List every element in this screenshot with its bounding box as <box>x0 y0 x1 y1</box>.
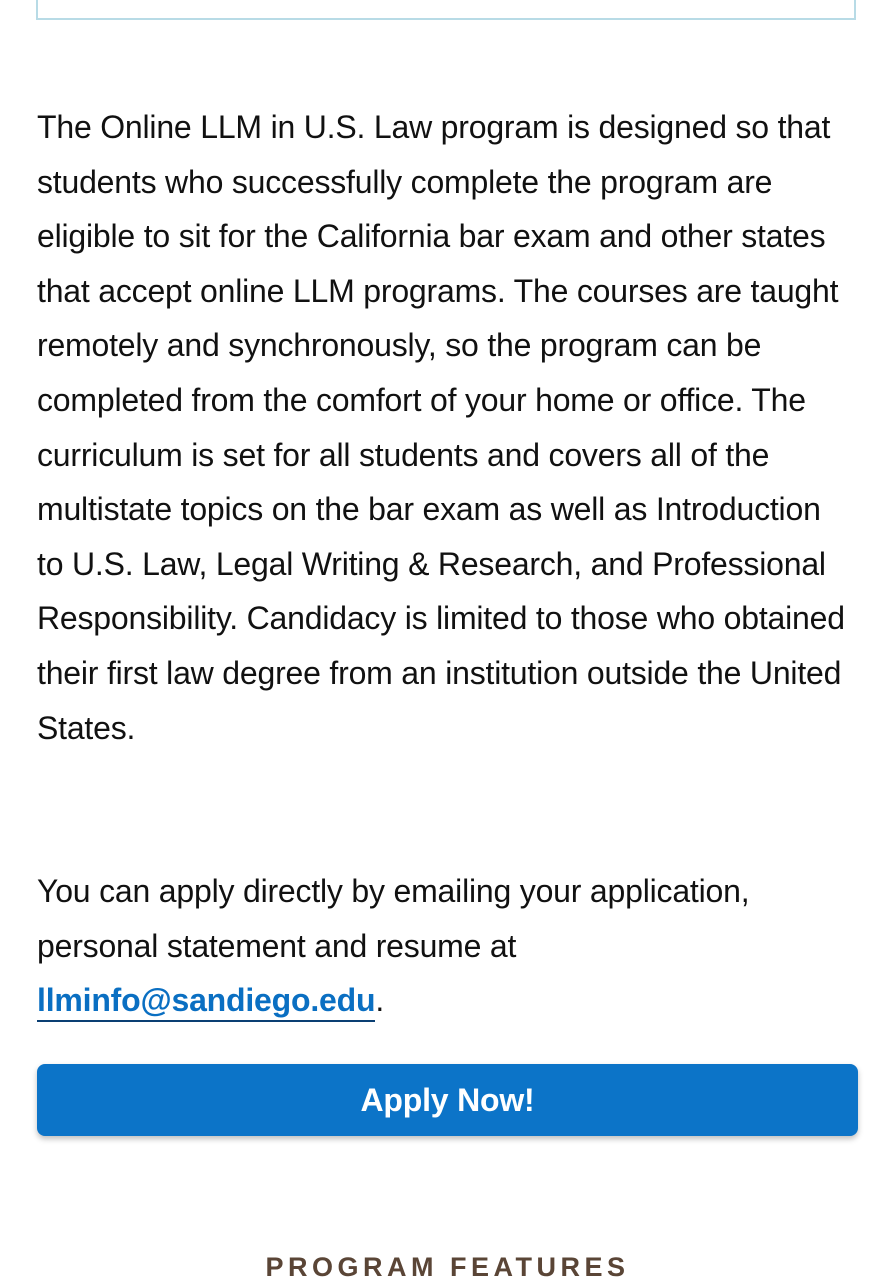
top-content-box <box>36 0 856 20</box>
apply-instructions-period: . <box>375 982 385 1019</box>
program-description: The Online LLM in U.S. Law program is designed so that students who successfully complete the program are eligible to sit for the California bar exam and other states that accept online LLM programs. The courses are taught remotely and synchronously, so the program can be completed from the comfort of your home or office. The curriculum is set for all students and covers all of the multistate topics on the bar exam as well as Introduction to U.S. Law, Legal Writing & Research, and Professional Responsibility. Candidacy is limited to those who obtained their first law degree from an institution outside the United States. <box>37 109 845 746</box>
email-link[interactable]: llminfo@sandiego.edu <box>37 982 375 1022</box>
apply-now-label: Apply Now! <box>360 1081 535 1118</box>
apply-instructions-text: You can apply directly by emailing your application, personal statement and resume at <box>37 873 750 964</box>
apply-now-button[interactable] <box>37 1064 858 1136</box>
program-features-heading: PROGRAM FEATURES <box>265 1252 630 1280</box>
apply-instructions <box>37 864 857 1028</box>
